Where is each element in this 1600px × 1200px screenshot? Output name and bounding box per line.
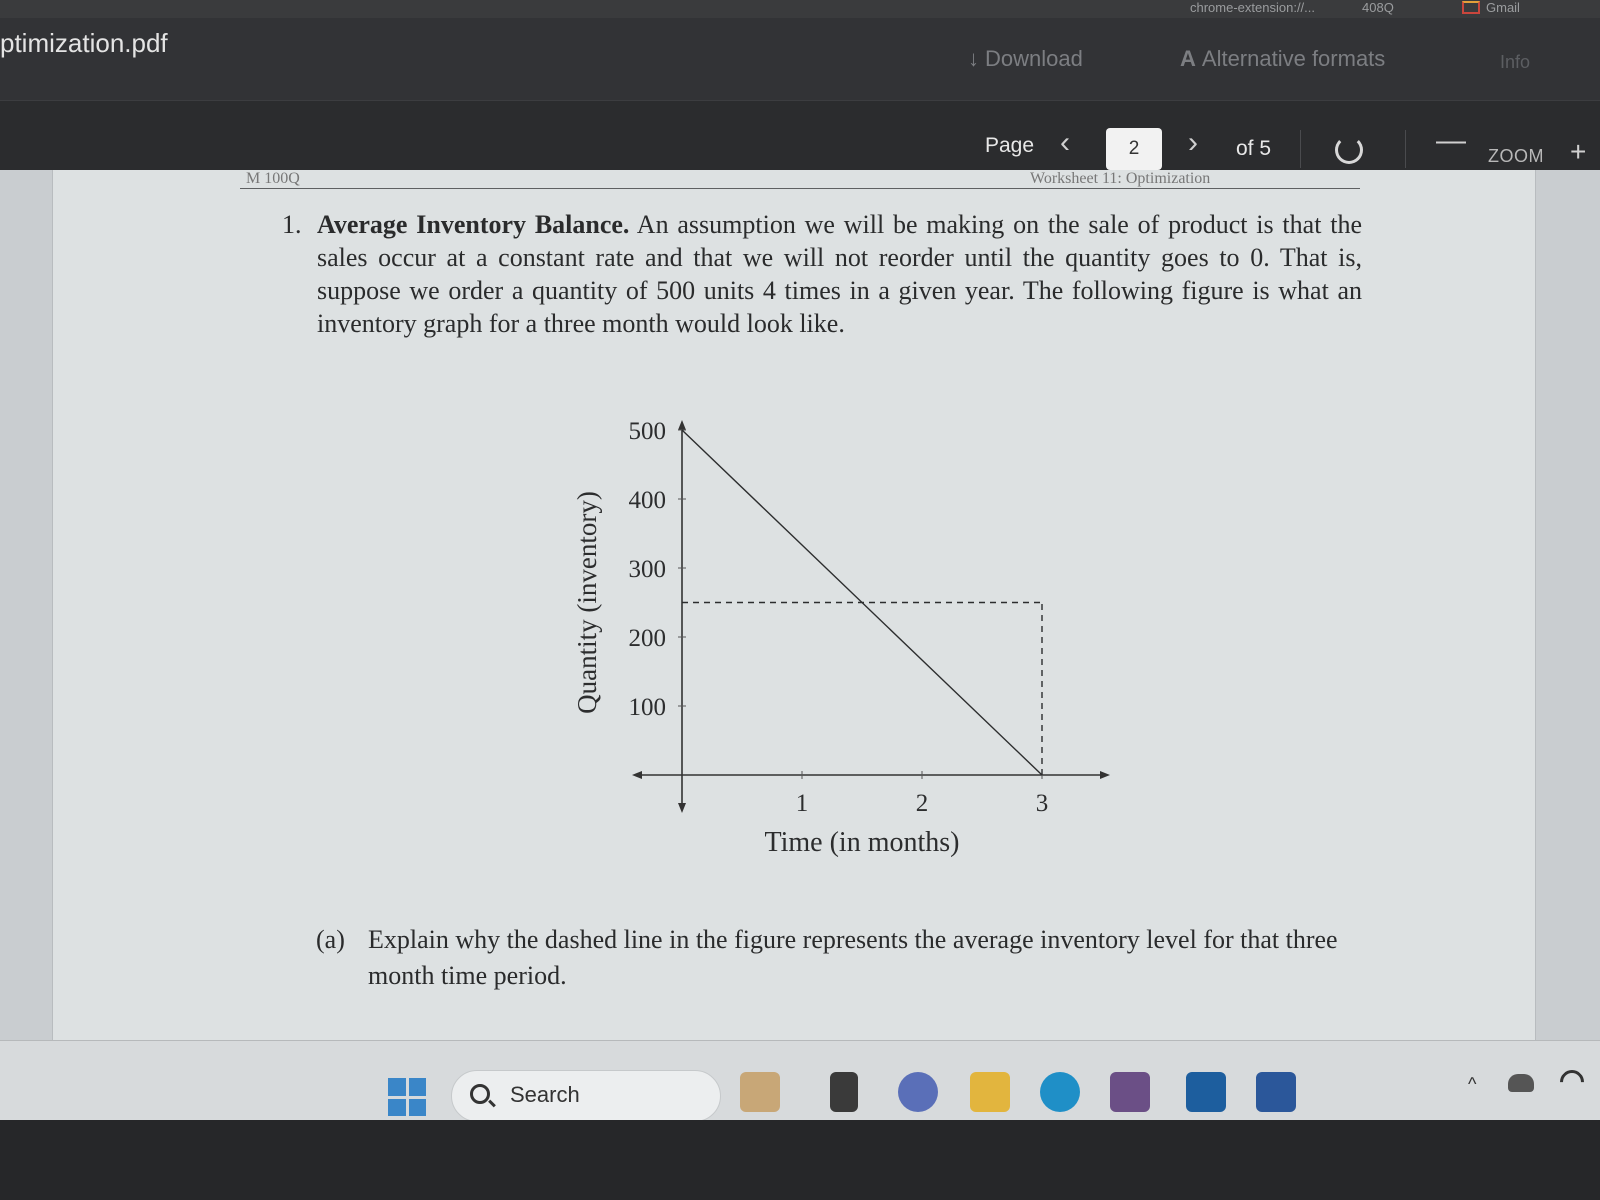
y-axis-arrow — [678, 420, 686, 430]
inventory-chart — [560, 420, 1120, 870]
extension-tab-label[interactable]: chrome-extension://... — [1190, 0, 1315, 15]
rotate-icon[interactable] — [1335, 136, 1363, 164]
next-page-button[interactable]: › — [1188, 126, 1198, 159]
tray-chevron-up-icon[interactable]: ^ — [1468, 1074, 1477, 1094]
teams-chat-icon[interactable] — [898, 1072, 938, 1112]
edge-browser-icon[interactable] — [1040, 1072, 1080, 1112]
onedrive-cloud-icon[interactable] — [1508, 1074, 1534, 1092]
taskbar-search-box[interactable] — [451, 1070, 721, 1122]
alternative-formats-label: Alternative formats — [1201, 46, 1386, 71]
x-axis-arrow-left — [632, 771, 642, 779]
download-label: Download — [985, 46, 1083, 71]
page-header-left: M 100Q — [246, 170, 300, 187]
windows-start-icon[interactable] — [388, 1078, 426, 1116]
zoom-out-button[interactable]: — — [1436, 124, 1466, 157]
toolbar-divider — [1405, 130, 1406, 168]
problem-1 — [282, 208, 1362, 340]
part-a-label: (a) — [316, 925, 345, 954]
x-axis-arrow — [1100, 771, 1110, 779]
gmail-icon[interactable] — [1462, 1, 1480, 14]
page-header-right: Worksheet 11: Optimization — [1030, 170, 1211, 187]
x-tick-label: 2 — [915, 790, 929, 817]
browser-tab-strip — [0, 0, 1600, 18]
search-placeholder: Search — [510, 1082, 580, 1107]
y-tick-label: 100 — [628, 694, 666, 721]
y-tick-label: 200 — [628, 625, 666, 652]
alternative-formats-icon: A — [1180, 46, 1196, 71]
x-tick-label: 3 — [1035, 790, 1049, 817]
search-icon — [470, 1084, 490, 1104]
tab-label[interactable]: 408Q — [1362, 0, 1394, 15]
part-a — [316, 922, 1376, 994]
page-count-label: of 5 — [1236, 137, 1272, 160]
word-icon[interactable] — [1256, 1072, 1296, 1112]
problem-number: 1. — [282, 210, 302, 239]
file-explorer-icon[interactable] — [970, 1072, 1010, 1112]
y-tick-label: 500 — [628, 420, 666, 445]
task-view-icon[interactable] — [830, 1072, 858, 1112]
previous-page-button[interactable]: ‹ — [1060, 126, 1070, 159]
file-name: ptimization.pdf — [0, 28, 168, 58]
gmail-bookmark-label[interactable]: Gmail — [1486, 0, 1520, 15]
page-navigation-bar — [0, 100, 1600, 170]
zoom-in-button[interactable]: + — [1570, 136, 1587, 167]
screen-bezel — [0, 1120, 1600, 1200]
y-tick-label: 300 — [628, 556, 666, 583]
page-label: Page — [985, 134, 1035, 157]
y-axis-label: Quantity (inventory) — [572, 491, 602, 714]
x-tick-label: 1 — [795, 790, 809, 817]
widgets-icon[interactable] — [740, 1072, 780, 1112]
download-button[interactable] — [968, 46, 1083, 72]
alternative-formats-button[interactable] — [1180, 46, 1385, 72]
windows-taskbar — [0, 1040, 1600, 1120]
y-axis-arrow-down — [678, 803, 686, 813]
toolbar-divider — [1300, 130, 1301, 168]
header-rule — [240, 188, 1360, 189]
store-icon[interactable] — [1110, 1072, 1150, 1112]
x-axis-label: Time (in months) — [764, 827, 960, 858]
page-number-input[interactable]: 2 — [1106, 128, 1162, 170]
zoom-label: ZOOM — [1488, 146, 1544, 166]
problem-text: An assumption we will be making on the sale of product is that the sales occur at a constant rate and that we will not reorder until the quantity goes to 0. That is, suppose we order a quantity of 500 units 4 times in a given year. The following figure is what an inventory graph for a three month would look like. — [317, 210, 1362, 338]
problem-title: Average Inventory Balance. — [317, 210, 630, 239]
outlook-icon[interactable] — [1186, 1072, 1226, 1112]
problem-body — [317, 208, 1362, 340]
part-a-text: Explain why the dashed line in the figure represents the average inventory level for that three month time period. — [368, 925, 1338, 990]
y-tick-label: 400 — [628, 487, 666, 514]
download-icon: ↓ — [968, 46, 979, 71]
info-button[interactable]: Info — [1500, 52, 1531, 72]
